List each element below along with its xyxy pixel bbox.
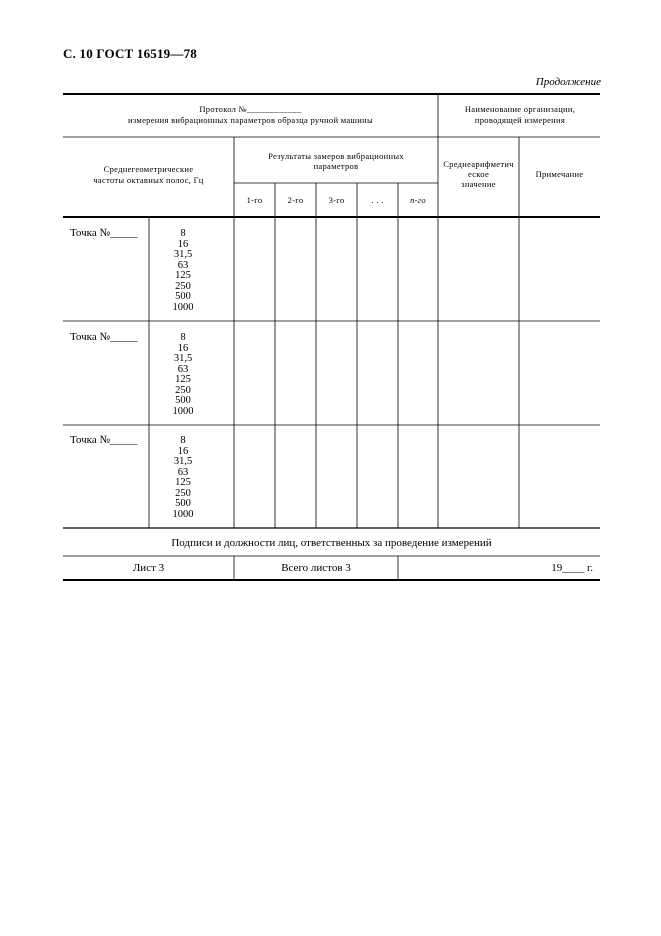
measure-col-3: 3-го <box>328 195 345 205</box>
results-header-line1: Результаты замеров вибрационных <box>268 151 404 161</box>
freq-header-line1: Среднегеометрические <box>103 164 194 174</box>
freq-value: 31,5 <box>173 353 193 364</box>
mean-header-line3: значение <box>461 179 496 189</box>
org-header-line1: Наименование организации, <box>464 104 576 114</box>
freq-value: 31,5 <box>173 456 193 467</box>
freq-value: 125 <box>175 270 191 281</box>
freq-value: 250 <box>175 487 191 499</box>
freq-value: 63 <box>177 466 189 478</box>
measure-col-2: 2-го <box>287 195 304 205</box>
freq-value: 500 <box>175 291 191 302</box>
freq-value: 250 <box>175 384 191 396</box>
signatures-label: Подписи и должности лиц, ответственных за проведение измерений <box>171 537 492 549</box>
freq-value: 8 <box>180 228 186 239</box>
measure-col-n: n-го <box>410 195 426 205</box>
year-field: 19____ г. <box>551 562 593 574</box>
note-header: Примечание <box>535 169 584 179</box>
total-sheets: Всего листов 3 <box>281 562 351 574</box>
measure-col-1: 1-го <box>246 195 263 205</box>
freq-value: 1000 <box>172 301 194 313</box>
protocol-title: Протокол №____________ <box>199 104 302 114</box>
org-header-line2: проводящей измерения <box>474 115 566 125</box>
freq-value: 16 <box>177 445 189 457</box>
freq-value: 125 <box>175 477 191 488</box>
continuation-label: Продолжение <box>535 76 601 88</box>
freq-value: 8 <box>180 435 186 446</box>
measure-col-ellipsis: . . . <box>371 195 384 205</box>
sheet-number: Лист 3 <box>132 562 165 574</box>
results-header-line2: параметров <box>313 161 359 171</box>
freq-value: 63 <box>177 259 189 271</box>
freq-value: 1000 <box>172 405 194 417</box>
point-label-1: Точка №_____ <box>70 227 138 239</box>
freq-value: 8 <box>180 332 186 343</box>
page-header: С. 10 ГОСТ 16519—78 <box>63 46 197 61</box>
freq-value: 125 <box>175 374 191 385</box>
freq-header-line2: частоты октавных полос, Гц <box>93 175 204 185</box>
freq-value: 16 <box>177 342 189 354</box>
mean-header-line1: Среднеарифметич <box>443 159 514 169</box>
freq-value: 16 <box>177 238 189 250</box>
mean-header-line2: еское <box>467 169 490 179</box>
point-label-3: Точка №_____ <box>70 434 138 446</box>
point-label-2: Точка №_____ <box>70 331 138 343</box>
protocol-subtitle: измерения вибрационных параметров образца ручной машины <box>128 115 373 125</box>
point-1-freq-list <box>163 229 203 313</box>
freq-value: 63 <box>177 363 189 375</box>
freq-value: 500 <box>175 498 191 509</box>
freq-value: 31,5 <box>173 249 193 260</box>
point-2-freq-list <box>163 333 203 417</box>
freq-value: 1000 <box>172 508 194 520</box>
freq-value: 250 <box>175 280 191 292</box>
point-3-freq-list <box>163 436 203 520</box>
freq-value: 500 <box>175 395 191 406</box>
